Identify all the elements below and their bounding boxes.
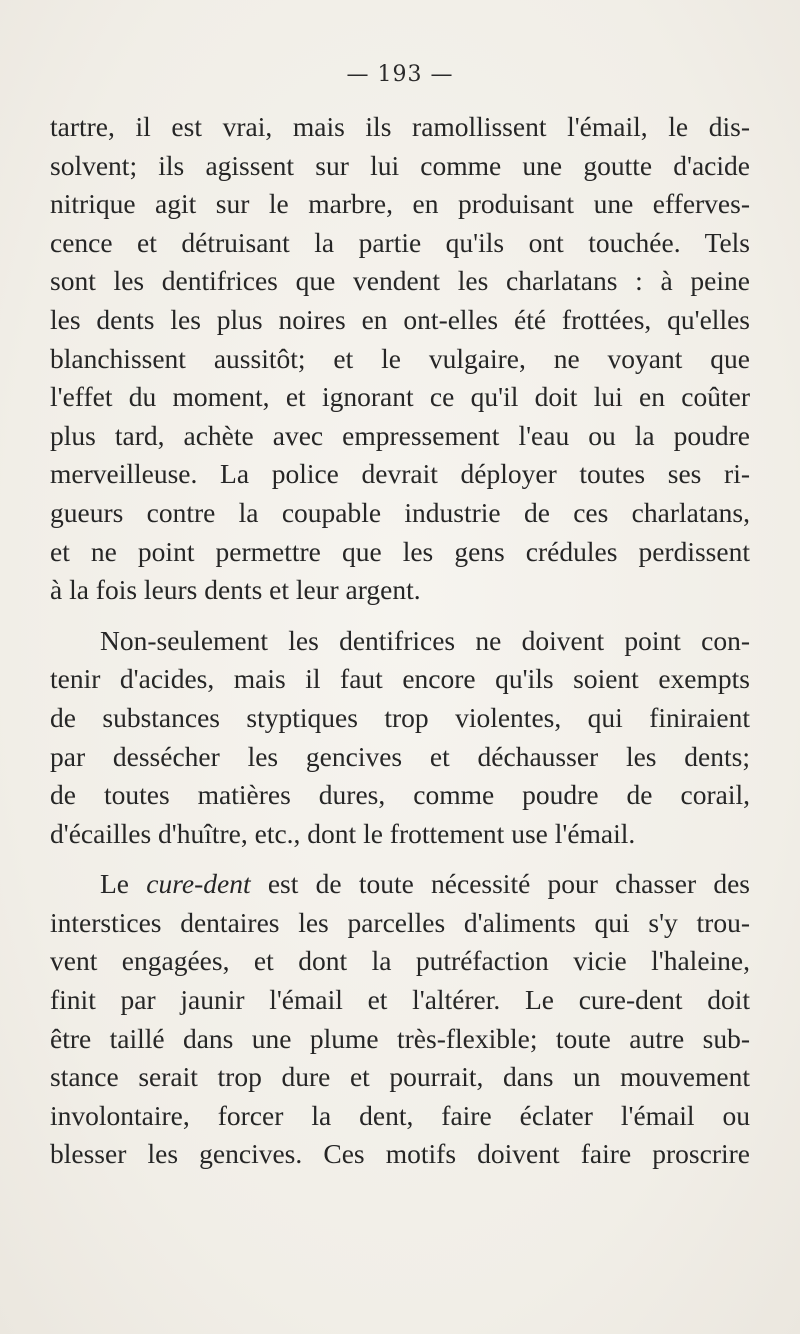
text-line: plus tard, achète avec empressement l'eau ou la poudre xyxy=(50,419,750,451)
text-line: l'effet du moment, et ignorant ce qu'il doit lui en coûter xyxy=(50,381,750,413)
page-body xyxy=(50,108,750,1174)
text-line: gueurs contre la coupable industrie de ces charlatans, xyxy=(50,496,750,528)
text-fragment: Le xyxy=(100,868,147,900)
italic-term: cure-dent xyxy=(146,868,251,900)
text-line: merveilleuse. La police devrait déployer toutes ses ri- xyxy=(50,458,750,490)
text-line: les dents les plus noires en ont-elles été frottées, qu'elles xyxy=(50,303,750,335)
text-line xyxy=(50,865,750,904)
text-line: blanchissent aussitôt; et le vulgaire, ne voyant que xyxy=(50,342,750,374)
paragraph-2 xyxy=(50,622,750,854)
text-line: finit par jaunir l'émail et l'altérer. Le cure-dent doit xyxy=(50,984,750,1016)
text-line: vent engagées, et dont la putréfaction vicie l'haleine, xyxy=(50,945,750,977)
text-line: interstices dentaires les parcelles d'aliments qui s'y trou- xyxy=(50,906,750,938)
text-line: de substances styptiques trop violentes, qui finiraient xyxy=(50,701,750,733)
text-line: solvent; ils agissent sur lui comme une goutte d'acide xyxy=(50,149,750,181)
text-line: tenir d'acides, mais il faut encore qu'ils soient exempts xyxy=(50,663,750,695)
text-line: d'écailles d'huître, etc., dont le frottement use l'émail. xyxy=(50,817,636,849)
text-line: stance serait trop dure et pourrait, dans un mouvement xyxy=(50,1061,750,1093)
text-line: par dessécher les gencives et déchausser les dents; xyxy=(50,740,750,772)
text-line: nitrique agit sur le marbre, en produisant une efferves- xyxy=(50,188,750,220)
page-number: — 193 — xyxy=(346,62,454,87)
text-line: de toutes matières dures, comme poudre de corail, xyxy=(50,779,750,811)
text-line: tartre, il est vrai, mais ils ramollissent l'émail, le dis- xyxy=(50,111,750,142)
text-line: Non-seulement les dentifrices ne doivent point con- xyxy=(100,624,750,656)
paragraph-3 xyxy=(50,865,750,1174)
paragraph-1 xyxy=(50,108,750,610)
text-line: cence et détruisant la partie qu'ils ont touchée. Tels xyxy=(50,226,750,258)
text-line: à la fois leurs dents et leur argent. xyxy=(50,574,421,606)
text-line: et ne point permettre que les gens crédules perdissent xyxy=(50,535,750,567)
text-line: involontaire, forcer la dent, faire éclater l'émail ou xyxy=(50,1099,750,1131)
text-line: blesser les gencives. Ces motifs doivent faire proscrire xyxy=(50,1138,750,1170)
text-fragment: est de toute nécessité pour chasser des xyxy=(250,868,750,900)
text-line: être taillé dans une plume très-flexible; toute autre sub- xyxy=(50,1022,750,1054)
text-line: sont les dentifrices que vendent les charlatans : à peine xyxy=(50,265,750,297)
